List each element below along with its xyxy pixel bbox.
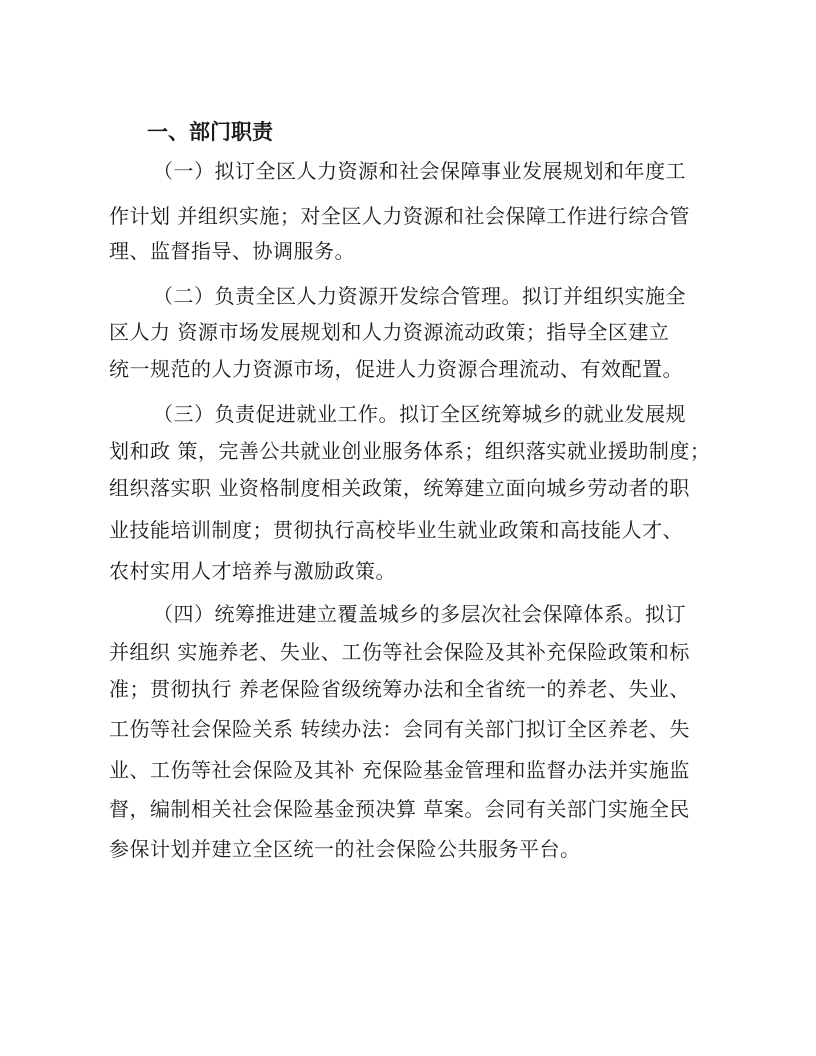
section-heading: 一、部门职责 [147,120,273,144]
paragraph-3-line-3: 组织落实职 业资格制度相关政策，统筹建立面向城乡劳动者的职 [109,476,690,500]
paragraph-4-line-1: （四）统筹推进建立覆盖城乡的多层次社会保障体系。拟订 [153,602,686,626]
paragraph-3-line-5: 农村实用人才培养与激励政策。 [109,559,396,583]
paragraph-3-line-1: （三）负责促进就业工作。拟订全区统筹城乡的就业发展规 [153,402,686,426]
paragraph-1-line-3: 理、监督指导、协调服务。 [109,239,355,263]
paragraph-4-line-2: 并组织 实施养老、失业、工伤等社会保险及其补充保险政策和标 [109,640,690,664]
paragraph-2-line-3: 统一规范的人力资源市场，促进人力资源合理流动、有效配置。 [109,357,683,381]
paragraph-4-line-3: 准；贯彻执行 养老保险省级统筹办法和全省统一的养老、失业、 [109,677,690,701]
paragraph-3-line-4: 业技能培训制度；贯彻执行高校毕业生就业政策和高技能人才、 [109,518,683,542]
paragraph-1-line-2: 作计划 并组织实施；对全区人力资源和社会保障工作进行综合管 [109,204,690,228]
paragraph-4-line-6: 督，编制相关社会保险基金预决算 草案。会同有关部门实施全民 [109,797,690,821]
paragraph-2-line-1: （二）负责全区人力资源开发综合管理。拟订并组织实施全 [153,284,686,308]
paragraph-4-line-7: 参保计划并建立全区统一的社会保险公共服务平台。 [109,837,581,861]
paragraph-4-line-4: 工伤等社会保险关系 转续办法：会同有关部门拟订全区养老、失 [109,717,690,741]
paragraph-1-line-1: （一）拟订全区人力资源和社会保障事业发展规划和年度工 [153,159,686,183]
paragraph-3-line-2: 划和政 策，完善公共就业创业服务体系；组织落实就业援助制度； [109,439,711,463]
paragraph-4-line-5: 业、工伤等社会保险及其补 充保险基金管理和监督办法并实施监 [109,758,690,782]
paragraph-2-line-2: 区人力 资源市场发展规划和人力资源流动政策；指导全区建立 [109,320,670,344]
